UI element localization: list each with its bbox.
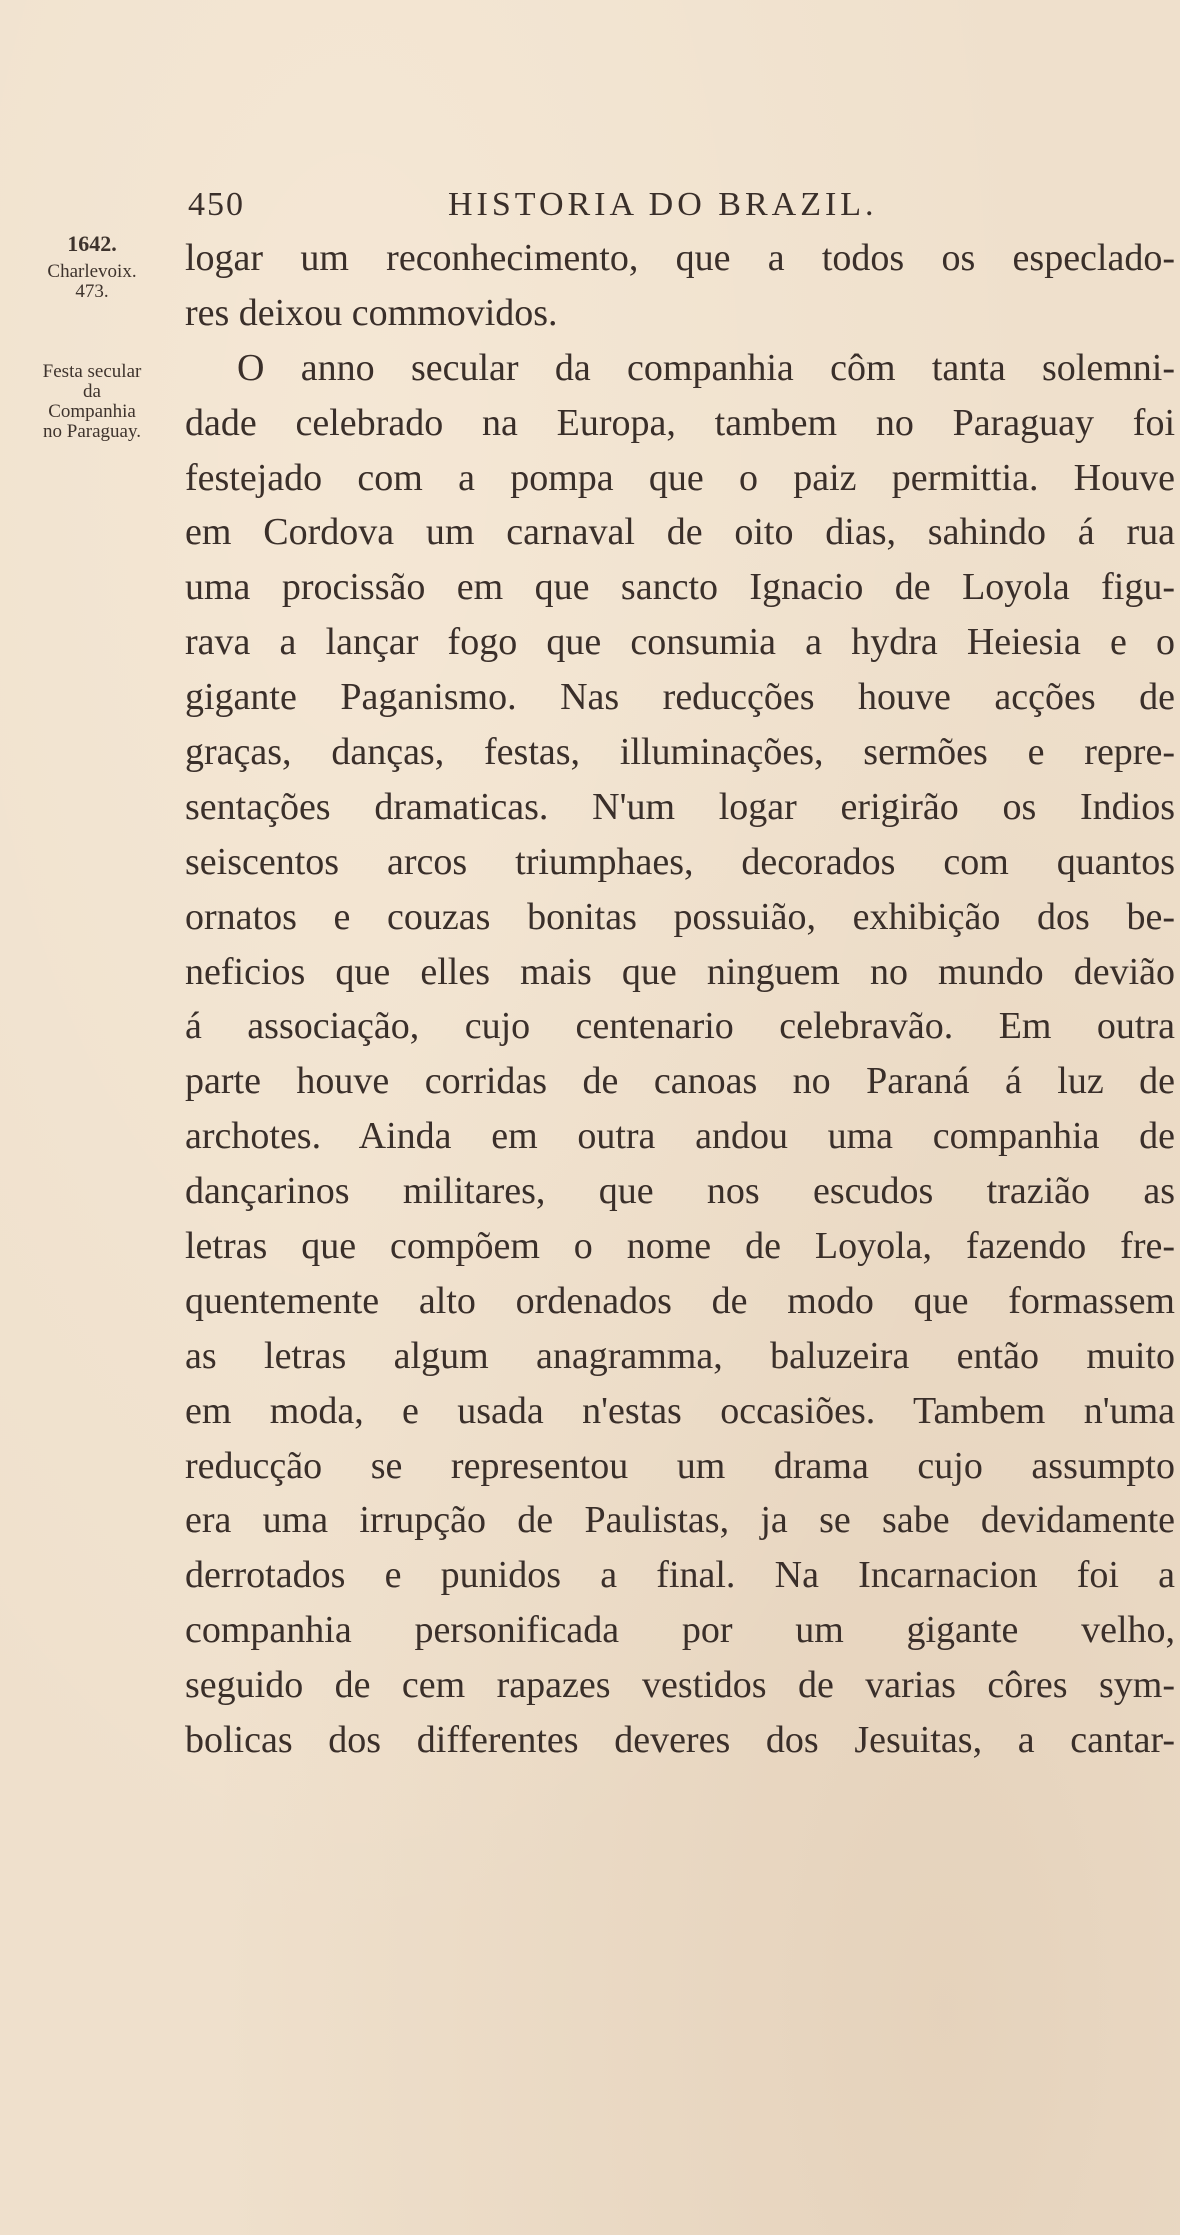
text-line: letras que compõem o nome de Loyola, fazendo fre- [185,1225,1175,1268]
text-line: parte houve corridas de canoas no Paraná á luz de [185,1060,1175,1103]
text-line: em moda, e usada n'estas occasiões. Tambem n'uma [185,1389,1175,1432]
text-line: gigante Paganismo. Nas reducções houve acções de [185,676,1175,719]
text-line: derrotados e punidos a final. Na Incarnacion foi a [185,1554,1175,1597]
text-line: as letras algum anagramma, baluzeira então muito [185,1334,1175,1377]
text-line: reducção se representou um drama cujo assumpto [185,1444,1175,1487]
text-line: logar um reconhecimento, que a todos os especlado- [185,237,1175,279]
margin-festa-line4: no Paraguay. [43,421,141,442]
text-line: era uma irrupção de Paulistas, ja se sabe devidamente [185,1499,1175,1542]
text-line: companhia personificada por um gigante velho, [185,1609,1175,1652]
text-line: O anno secular da companhia côm tanta solemni- [237,346,1175,389]
margin-ref: 473. [75,281,109,302]
margin-festa-line2: da [83,381,101,402]
margin-festa-line1: Festa secular [42,361,142,382]
text-line: seguido de cem rapazes vestidos de varias côres sym- [185,1664,1175,1707]
text-line: seiscentos arcos triumphaes, decorados com quantos [185,840,1175,883]
text-line: neficios que elles mais que ninguem no mundo devião [185,950,1175,993]
margin-note-festa [6,362,178,442]
page-header [188,186,1048,236]
margin-source: Charlevoix. [47,261,137,282]
text-line: bolicas dos differentes deveres dos Jesuitas, a cantar- [185,1719,1175,1762]
text-line: em Cordova um carnaval de oito dias, sahindo á rua [185,511,1175,554]
text-line: dade celebrado na Europa, tambem no Paraguay foi [185,401,1175,444]
margin-note-year [6,231,178,256]
text-line: sentações dramaticas. N'um logar erigirão os Indios [185,785,1175,828]
text-line: dançarinos militares, que nos escudos trazião as [185,1170,1175,1213]
page-number: 450 [188,186,245,223]
text-line: ornatos e couzas bonitas possuião, exhibição dos be- [185,895,1175,938]
text-line: graças, danças, festas, illuminações, sermões e repre- [185,731,1175,774]
text-line: res deixou commovidos. [185,291,558,334]
margin-note-source [6,262,178,302]
margin-festa-line3: Companhia [48,401,136,422]
text-line: archotes. Ainda em outra andou uma companhia de [185,1115,1175,1158]
text-line: uma procissão em que sancto Ignacio de Loyola figu- [185,566,1175,609]
body-text [185,231,1175,1768]
text-line: rava a lançar fogo que consumia a hydra Heiesia e o [185,621,1175,664]
text-line: quentemente alto ordenados de modo que formassem [185,1279,1175,1322]
text-line: á associação, cujo centenario celebravão. Em outra [185,1005,1175,1048]
running-title: HISTORIA DO BRAZIL. [448,186,878,223]
text-line: festejado com a pompa que o paiz permittia. Houve [185,456,1175,499]
margin-year: 1642. [67,231,117,256]
